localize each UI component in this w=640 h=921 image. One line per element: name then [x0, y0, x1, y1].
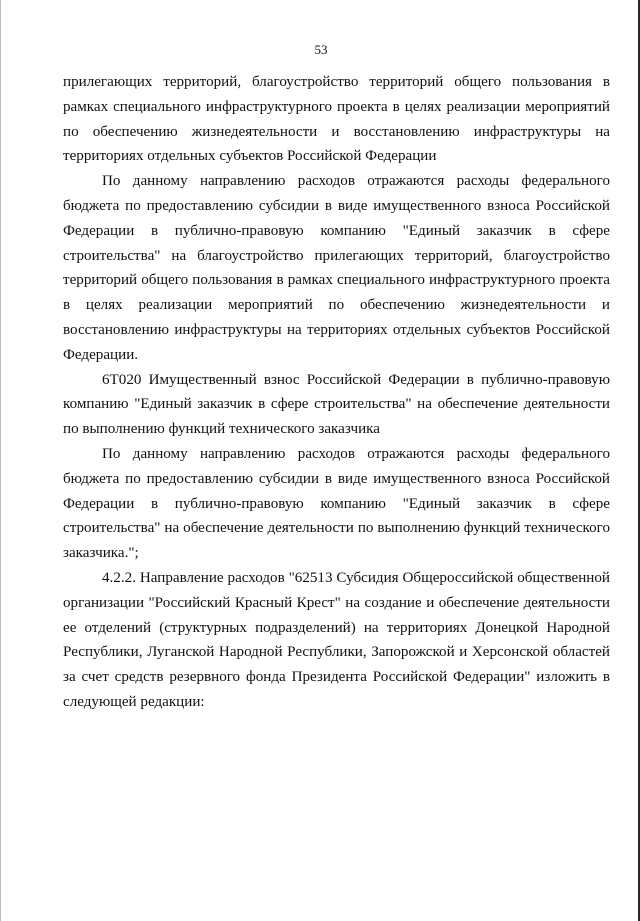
paragraph-section-4-2-2: 4.2.2. Направление расходов "62513 Субсидия Общероссийской общественной организации "Российский Красный Крест" на создание и обеспечение деятельности ее отделений (структурных подразделений) на территориях Донецкой Народной Республики, Луганской Народной Республики, Запорожской и Херсонской областей за счет средств резервного фонда Президента Российской Федерации" изложить в следующей редакции: [63, 569, 610, 710]
paragraph-code-6t020-heading: 6Т020 Имущественный взнос Российской Федерации в публично-правовую компанию "Единый заказчик в сфере строительства" на обеспечение деятельности по выполнению функций технического заказчика [63, 371, 610, 438]
document-body [63, 70, 610, 715]
page-number: 53 [314, 42, 328, 57]
paragraph-continuation: прилегающих территорий, благоустройство территорий общего пользования в рамках специального инфраструктурного проекта в целях реализации мероприятий по обеспечению жизнедеятельности и восстановлению инфраструктуры на территориях отдельных субъектов Российской Федерации [63, 74, 610, 165]
paragraph-expenditure-description-2: По данному направлению расходов отражаются расходы федерального бюджета по предоставлению субсидии в виде имущественного взноса Российской Федерации в публично-правовую компанию "Единый заказчик в сфере строительства" на обеспечение деятельности по выполнению функций технического заказчика."; [63, 445, 610, 562]
paragraph-expenditure-description-1: По данному направлению расходов отражаются расходы федерального бюджета по предоставлению субсидии в виде имущественного взноса Российской Федерации в публично-правовую компанию "Единый заказчик в сфере строительства" на благоустройство прилегающих территорий, благоустройство территорий общего пользования в рамках специального инфраструктурного проекта в целях реализации мероприятий по обеспечению жизнедеятельности и восстановлению инфраструктуры на территориях отдельных субъектов Российской Федерации. [63, 173, 610, 363]
